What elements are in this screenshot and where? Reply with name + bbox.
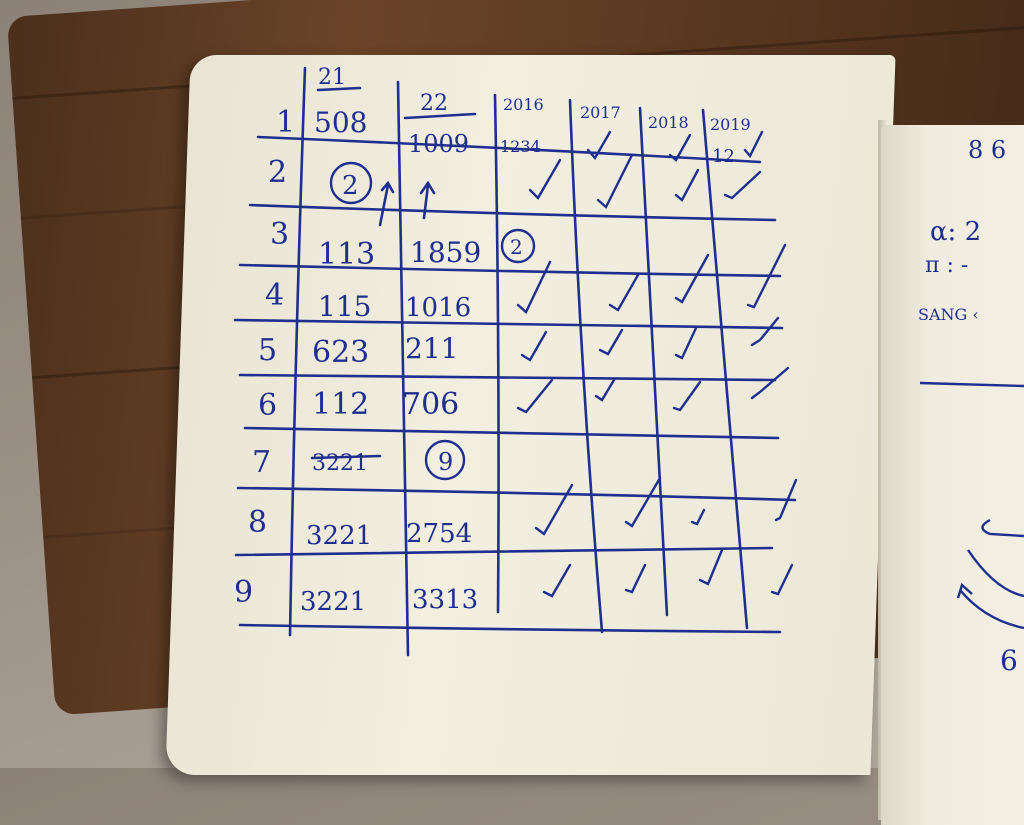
row-number: 4: [265, 278, 285, 313]
header-col6-sub: 12: [712, 146, 735, 167]
right-page-marks: [920, 383, 1024, 628]
cell-value: 2: [342, 171, 359, 201]
row-number: 8: [248, 505, 268, 540]
row-number: 9: [234, 575, 254, 610]
header-col2-sub: 1009: [408, 130, 470, 158]
check-mark: [745, 132, 762, 156]
check-marks: [518, 132, 796, 596]
check-mark: [596, 380, 614, 400]
cell-value: 2754: [406, 519, 473, 549]
check-mark: [530, 160, 560, 198]
check-mark: [522, 332, 546, 360]
header-col6-top: 2019: [710, 115, 751, 134]
header-col1-top: 21: [318, 65, 346, 90]
header-col3-top: 2016: [503, 95, 544, 114]
row-number: 5: [258, 333, 278, 368]
right-page-text: π : -: [925, 253, 969, 278]
row-number: 2: [268, 155, 288, 190]
check-mark: [626, 478, 660, 526]
check-mark: [598, 155, 632, 207]
cell-value: 115: [318, 290, 372, 323]
cell-value: 112: [312, 387, 370, 422]
header-col3-sub: 1234: [500, 137, 541, 156]
row-number: 7: [252, 445, 272, 480]
right-page-text: 8 6: [968, 136, 1007, 164]
check-mark: [752, 368, 788, 398]
check-mark: [610, 275, 638, 310]
check-mark: [544, 565, 570, 596]
row-number: 1: [276, 105, 296, 140]
check-mark: [674, 382, 700, 410]
check-mark: [676, 255, 708, 302]
check-mark: [626, 565, 645, 592]
header-col5-top: 2018: [648, 113, 689, 132]
cell-value: 3313: [412, 585, 479, 615]
header-col4-top: 2017: [580, 103, 621, 122]
check-mark: [692, 510, 704, 524]
right-page-text: α: 2: [930, 217, 982, 247]
check-mark: [676, 328, 696, 358]
check-mark: [600, 330, 622, 354]
check-mark: [676, 170, 698, 200]
cell-value: 2: [510, 235, 523, 259]
check-mark: [700, 550, 722, 584]
cell-value: 1016: [405, 293, 472, 323]
row-number: 6: [258, 388, 278, 423]
cell-value: 1859: [410, 236, 482, 269]
check-mark: [518, 380, 552, 412]
right-page-text: SANG ‹: [918, 305, 979, 324]
cell-value: 211: [405, 332, 459, 365]
cell-value: 3221: [300, 587, 367, 617]
cell-value: 623: [312, 335, 370, 370]
cell-value: 706: [402, 387, 460, 422]
check-mark: [518, 262, 550, 312]
data-rows: [234, 155, 523, 617]
cell-value-crossed: 3221: [312, 451, 368, 476]
cell-value: 113: [318, 237, 376, 272]
check-mark: [725, 172, 760, 198]
right-page-notes: [918, 136, 1018, 677]
row-number: 3: [270, 217, 290, 252]
cell-value: 3221: [306, 521, 373, 551]
right-page-text: 6: [1000, 644, 1018, 677]
header-col1-sub: 508: [314, 106, 368, 139]
check-mark: [752, 318, 778, 345]
cell-value: 9: [438, 448, 454, 476]
header-col2-top: 22: [420, 91, 448, 116]
check-mark: [772, 565, 792, 594]
